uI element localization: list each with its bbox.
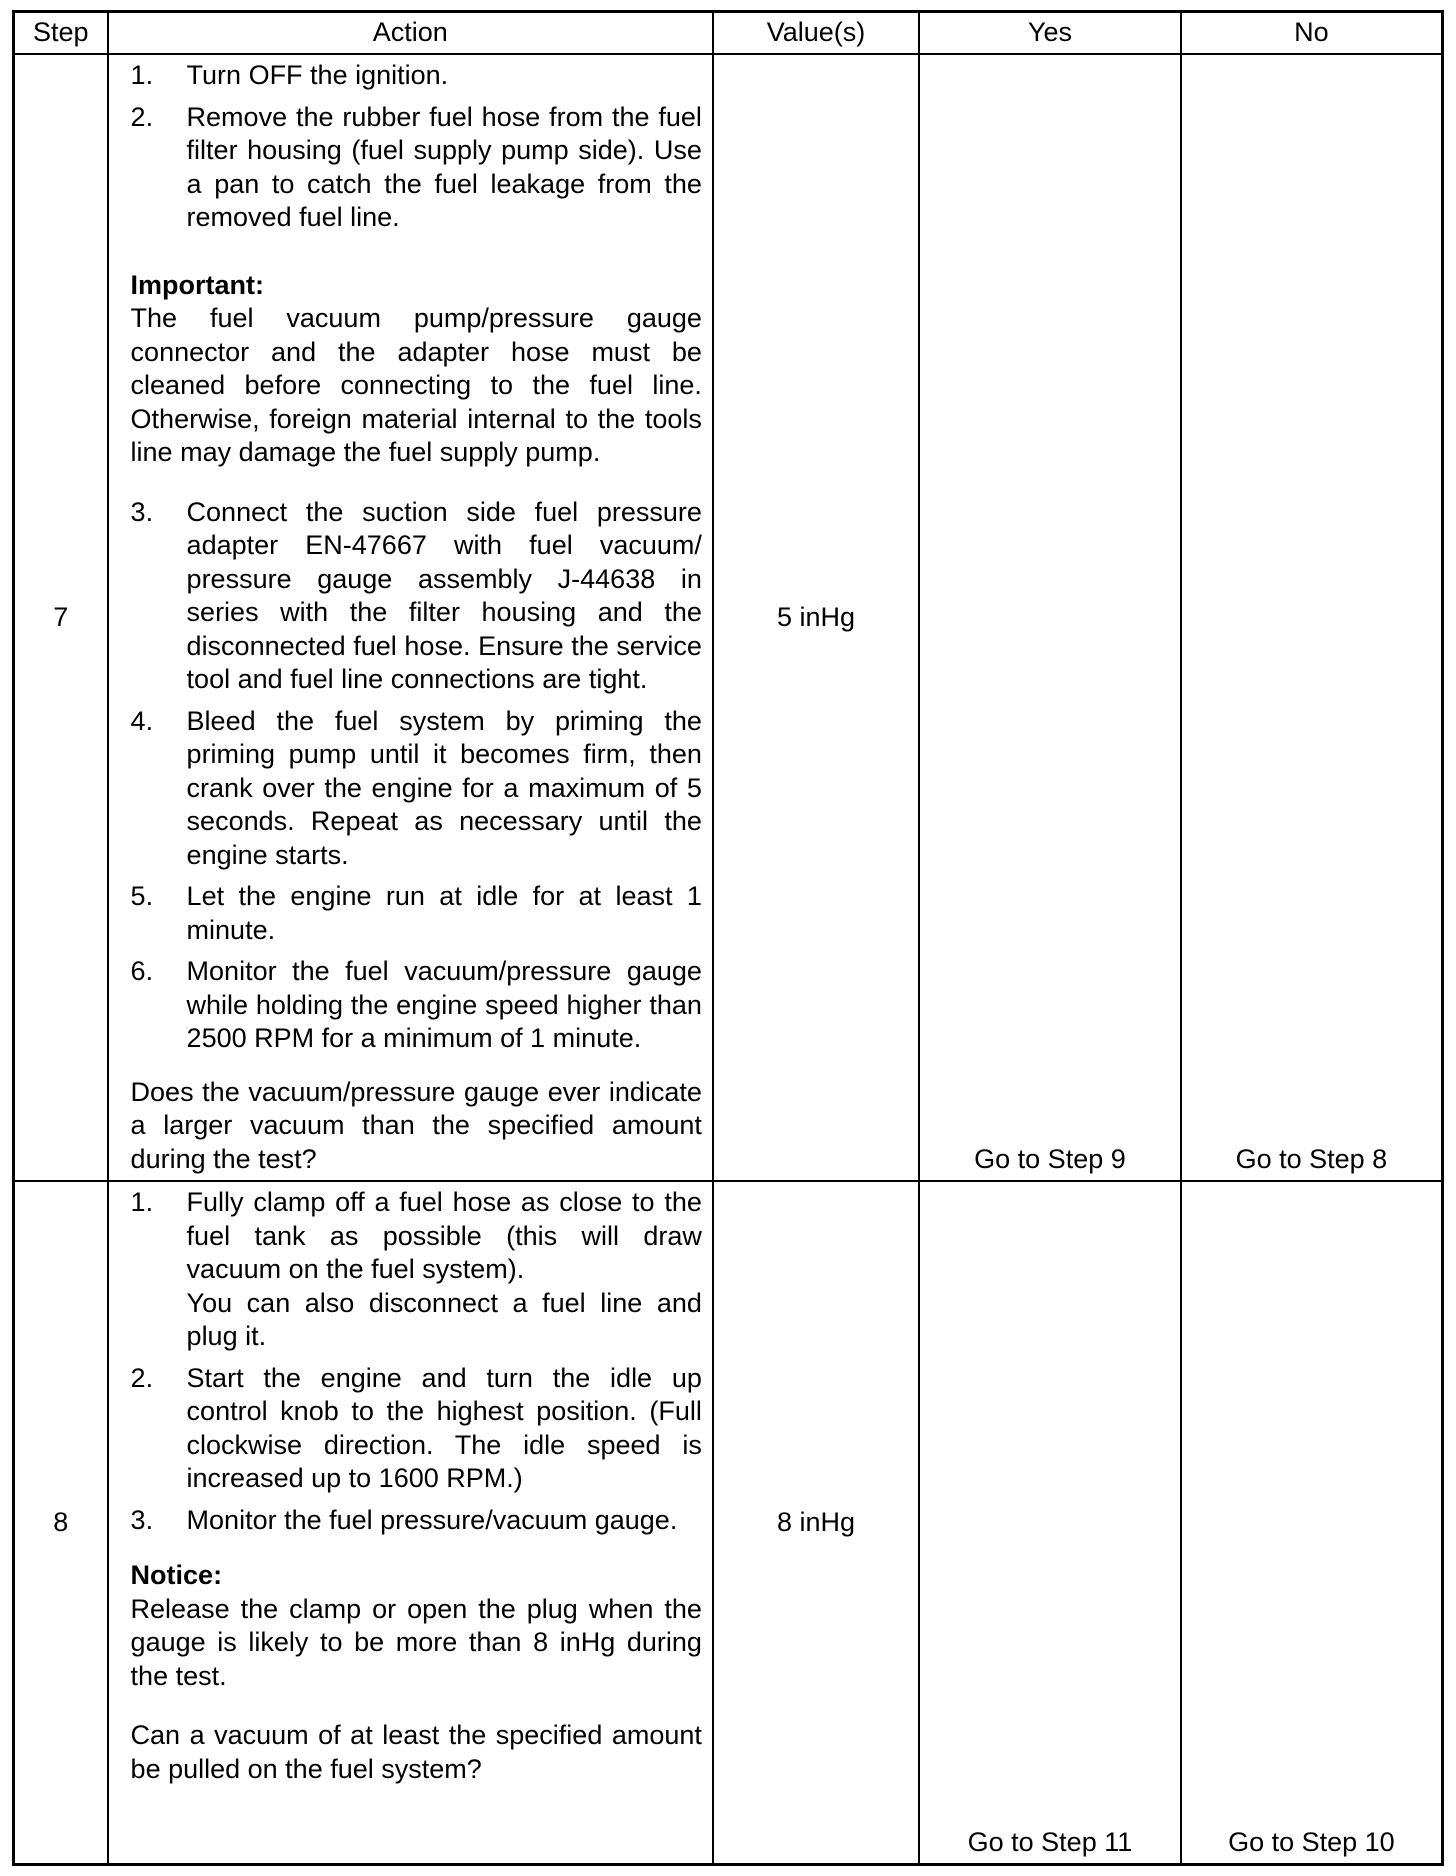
yes-cell: Go to Step 11 <box>919 1181 1181 1865</box>
item-number: 2. <box>130 1362 154 1393</box>
question-text: Does the vacuum/pressure gauge ever indicate a larger vacuum than the specified amount during the test? <box>130 1076 702 1174</box>
item-number: 1. <box>130 1187 154 1217</box>
no-cell: Go to Step 10 <box>1181 1181 1443 1865</box>
step-number: 7 <box>14 54 108 1181</box>
header-yes: Yes <box>919 12 1181 55</box>
header-action: Action <box>108 12 713 55</box>
item-text: Connect the suction side fuel pressure adapter EN-47667 with fuel vacuum/ pressure gauge assembly J-44638 in series with the filter housing and the disconnected fuel hose. Ensure the service tool and fuel line connections are tight. <box>186 496 702 694</box>
question-text: Can a vacuum of at least the specified amount be pulled on the fuel system? <box>130 1720 702 1784</box>
list-item <box>131 1186 702 1354</box>
item-text: Start the engine and turn the idle up control knob to the highest position. (Full clockwise direction. The idle speed is increased up to 1600 RPM.) <box>186 1362 702 1493</box>
item-text: Turn OFF the ignition. <box>186 60 449 90</box>
header-values: Value(s) <box>713 12 919 55</box>
item-number: 4. <box>130 705 154 736</box>
list-item <box>131 705 702 873</box>
item-text-extra: You can also disconnect a fuel line and plug it. <box>186 1287 702 1351</box>
notice-label: Notice: <box>130 1560 223 1590</box>
important-label: Important: <box>130 269 265 300</box>
item-number: 6. <box>130 956 154 986</box>
action-cell <box>108 1181 713 1865</box>
item-number: 3. <box>130 496 154 527</box>
yes-cell: Go to Step 9 <box>919 54 1181 1181</box>
list-item <box>131 59 702 93</box>
list-item <box>131 1504 702 1538</box>
item-text: Let the engine run at idle for at least 1 minute. <box>186 881 702 945</box>
notice-text: Release the clamp or open the plug when the gauge is likely to be more than 8 inHg during the test. <box>130 1593 702 1691</box>
item-number: 5. <box>130 881 154 911</box>
header-step: Step <box>14 12 108 55</box>
header-row <box>14 12 1443 55</box>
item-number: 1. <box>130 60 154 90</box>
important-text: The fuel vacuum pump/pressure gauge connector and the adapter hose must be cleaned before connecting to the fuel line. Otherwise, foreign material internal to the tools line may damage the fuel supply pump. <box>130 303 702 467</box>
value-cell: 5 inHg <box>713 54 919 1181</box>
list-item <box>131 496 702 697</box>
item-text-group <box>187 1186 702 1354</box>
value-cell: 8 inHg <box>713 1181 919 1865</box>
header-no: No <box>1181 12 1443 55</box>
item-text: Bleed the fuel system by priming the priming pump until it becomes firm, then crank over the engine for a maximum of 5 seconds. Repeat as necessary until the engine starts. <box>186 705 702 870</box>
action-cell <box>108 54 713 1181</box>
step-number: 8 <box>14 1181 108 1865</box>
item-text: Monitor the fuel pressure/vacuum gauge. <box>186 1504 678 1535</box>
list-item <box>131 101 702 235</box>
table-row-step-8 <box>14 1181 1443 1865</box>
item-text: Monitor the fuel vacuum/pressure gauge while holding the engine speed higher than 2500 RPM for a minimum of 1 minute. <box>186 956 702 1053</box>
item-number: 3. <box>130 1504 154 1535</box>
diagnostic-table <box>12 10 1444 1866</box>
list-item <box>131 955 702 1056</box>
list-item <box>131 1362 702 1496</box>
table-row-step-7 <box>14 54 1443 1181</box>
item-number: 2. <box>130 101 154 132</box>
no-cell: Go to Step 8 <box>1181 54 1443 1181</box>
item-text: Fully clamp off a fuel hose as close to the fuel tank as possible (this will draw vacuum on the fuel system). <box>186 1187 702 1284</box>
item-text: Remove the rubber fuel hose from the fuel filter housing (fuel supply pump side). Use a pan to catch the fuel leakage from the removed fuel line. <box>186 101 702 232</box>
list-item <box>131 880 702 947</box>
